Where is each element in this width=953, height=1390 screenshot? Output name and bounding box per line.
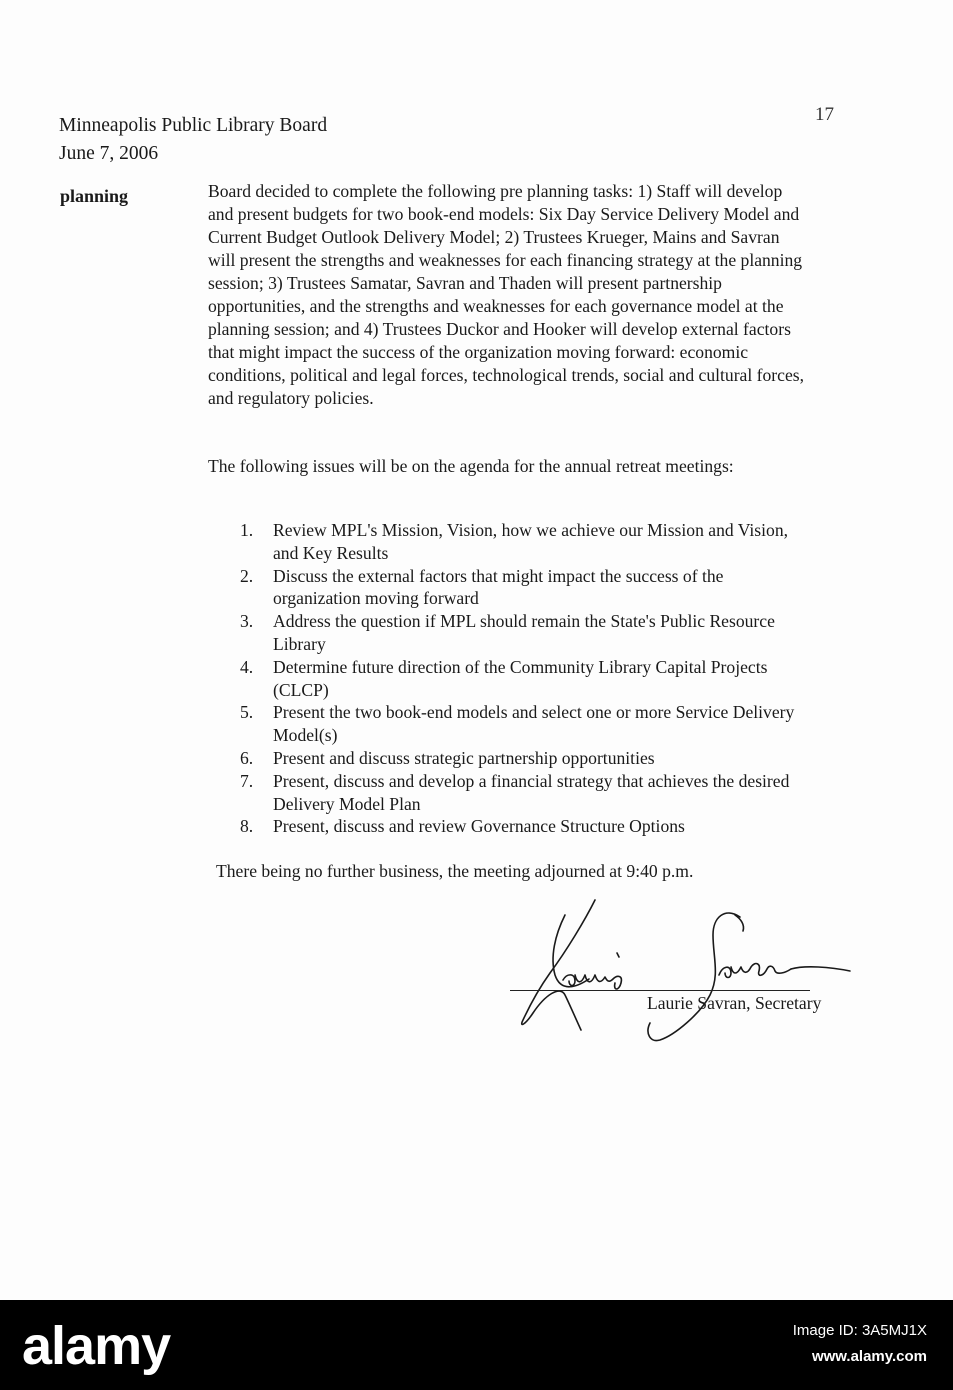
item-number: 8. xyxy=(240,816,254,837)
image-id: Image ID: 3A5MJ1X xyxy=(792,1322,927,1339)
item-number: 2. xyxy=(240,565,254,586)
alamy-logo: alamy xyxy=(22,1316,171,1376)
document-header xyxy=(59,112,327,168)
section-label: planning xyxy=(60,186,129,206)
list-item xyxy=(240,565,810,611)
website-url: www.alamy.com xyxy=(811,1348,927,1365)
item-number: 4. xyxy=(240,656,254,677)
item-text: Determine future direction of the Community Library Capital Projects (CLCP) xyxy=(273,656,768,700)
signer-name-title: Laurie Savran, Secretary xyxy=(647,993,822,1013)
item-number: 6. xyxy=(240,747,254,768)
item-number: 7. xyxy=(240,770,254,791)
item-number: 3. xyxy=(240,611,254,632)
signature-block xyxy=(505,895,855,1055)
list-item xyxy=(240,610,810,656)
item-text: Present and discuss strategic partnership opportunities xyxy=(273,747,655,768)
item-number: 1. xyxy=(240,520,254,540)
watermark-footer xyxy=(0,1300,953,1390)
signature-line xyxy=(510,990,810,991)
item-text: Present the two book-end models and select one or more Service Delivery Model(s) xyxy=(273,702,795,746)
item-text: Discuss the external factors that might impact the success of the organization moving forward xyxy=(273,565,724,609)
list-item xyxy=(240,519,810,565)
item-number: 5. xyxy=(240,702,254,723)
page-number: 17 xyxy=(815,104,834,125)
list-item xyxy=(240,815,810,838)
item-text: Present, discuss and review Governance Structure Options xyxy=(273,816,685,837)
agenda-issues-list xyxy=(240,519,810,838)
item-text: Present, discuss and develop a financial strategy that achieves the desired Delivery Model Plan xyxy=(273,770,790,814)
agenda-intro-paragraph: The following issues will be on the agenda for the annual retreat meetings: xyxy=(208,456,734,476)
list-item xyxy=(240,656,810,702)
meeting-date: June 7, 2006 xyxy=(59,143,159,164)
list-item xyxy=(240,747,810,770)
handwritten-signature xyxy=(505,895,855,1055)
closing-statement: There being no further business, the meeting adjourned at 9:40 p.m. xyxy=(216,861,694,881)
item-text: Address the question if MPL should remain the State's Public Resource Library xyxy=(273,611,775,654)
list-item xyxy=(240,770,810,816)
list-item xyxy=(240,701,810,747)
planning-paragraph: Board decided to complete the following pre planning tasks: 1) Staff will develop and present budgets for two book-end models: Six Day Service Delivery Model and Current Budget Outlook Delivery Model; 2) Trustees Krueger, Mains and Savran will present the strengths and weaknesses for each financing strategy at the planning session; 3) Trustees Samatar, Savran and Thaden will present partnership opportunities, and the strengths and weaknesses for each governance model at the planning session; and 4) Trustees Duckor and Hooker will develop external factors that might impact the success of the organization moving forward: economic conditions, political and legal forces, technological trends, social and cultural forces, and regulatory policies. xyxy=(208,181,805,408)
organization-name: Minneapolis Public Library Board xyxy=(59,115,328,136)
item-text: Review MPL's Mission, Vision, how we achieve our Mission and Vision, and Key Results xyxy=(273,520,789,563)
